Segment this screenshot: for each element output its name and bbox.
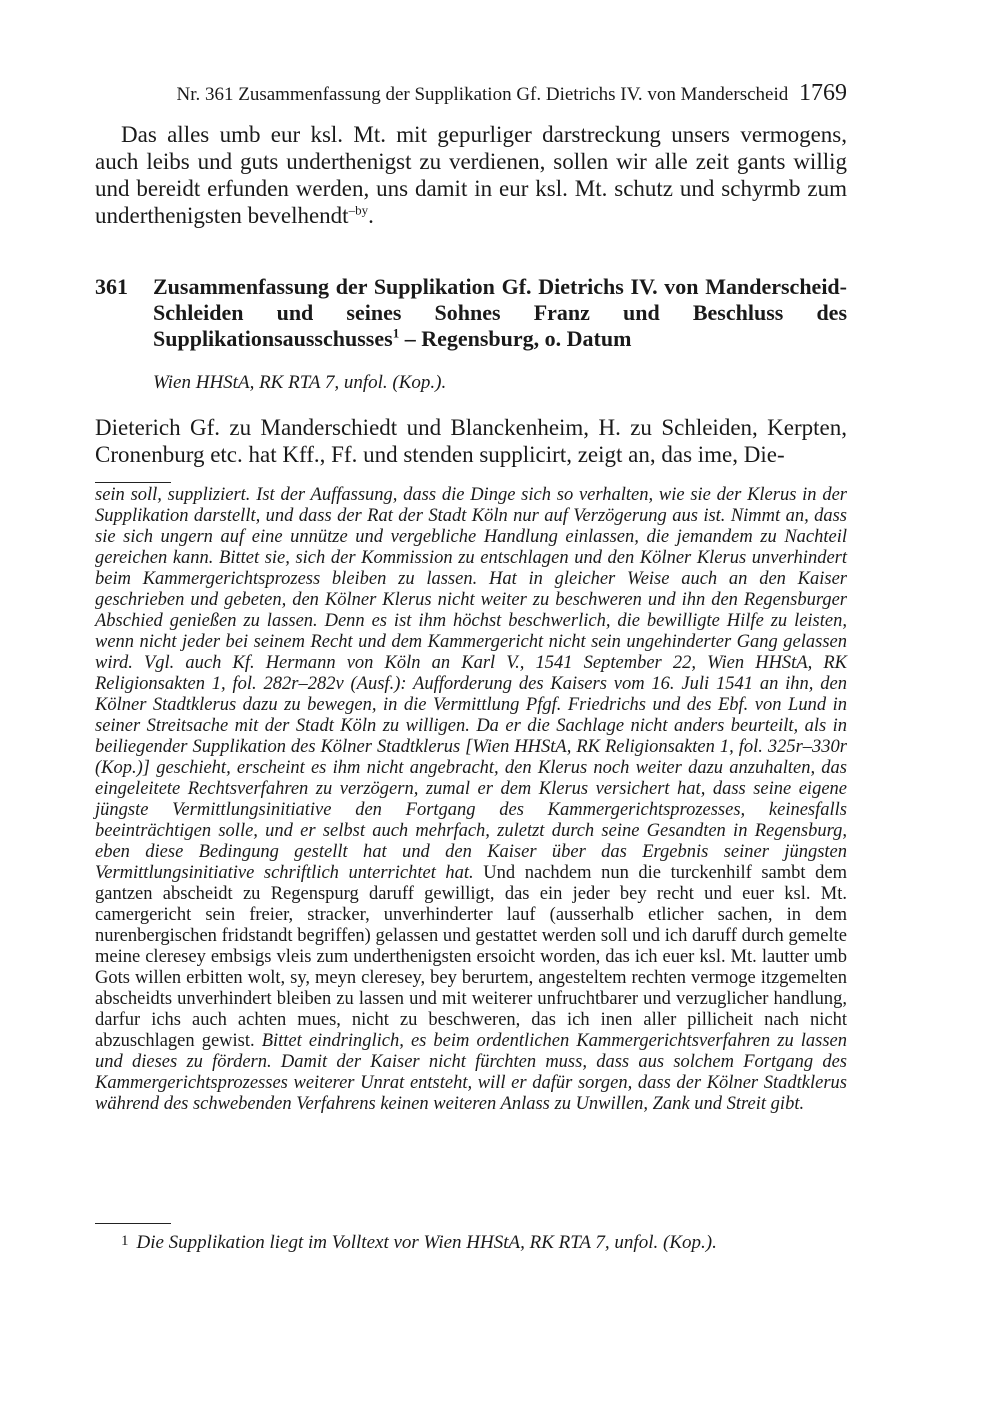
intro-variant-mark: –by bbox=[348, 202, 369, 218]
apparatus-quote: Und nachdem nun die turckenhilf sambt dem gantzen abscheidt zu Regenspurg daruff gewilligt, das ein jeder bey recht und euer ksl. Mt. camergericht sein freier, stracker, unverhinderter lauf (ausserhalb etlicher sachen, in dem nurenbergischen fridstandt begriffen) gelassen und gestattet werden soll und ich daruff durch gemelte meine cleresey embsigs vleis zum underthenigsten ersoicht worden, das ich euer ksl. Mt. lautter umb Gots willen erbitten wolt, sy, meyn cleresey, bey berurtem, angesteltem rechten vermoge itzgemelten abscheidts unverhindert bleiben zu lassen und mit weiterer unfruchtbarer und verzuglicher handlung, darfur ichs auch achten mues, nicht zu beschweren, das ich inen aller pillicheit nach nicht abzuschlagen gewist. bbox=[95, 863, 847, 1051]
intro-text: Das alles umb eur ksl. Mt. mit gepurliger darstreckung unsers vermogens, auch leibs und guts underthenigst zu verdienen, sollen wir alle zeit gants willig und bereidt erfunden werden, uns damit in eur ksl. Mt. schutz und schyrmb zum underthenigsten bevelhendt bbox=[95, 122, 847, 228]
document-heading bbox=[95, 274, 847, 352]
apparatus-divider bbox=[95, 482, 171, 483]
source-citation: Wien HHStA, RK RTA 7, unfol. (Kop.). bbox=[153, 372, 447, 393]
document-title bbox=[153, 274, 847, 352]
critical-apparatus bbox=[95, 485, 847, 1115]
document-title-place-date: – Regensburg, o. Datum bbox=[399, 326, 632, 351]
footnote-mark: 1 bbox=[121, 1233, 129, 1249]
intro-tail: . bbox=[368, 203, 374, 228]
footnote-text: Die Supplikation liegt im Volltext vor Wien HHStA, RK RTA 7, unfol. (Kop.). bbox=[136, 1232, 717, 1253]
apparatus-summary-2: Bittet eindringlich, es beim ordentlichen Kammergerichtsverfahren zu lassen und dieses zu fördern. Damit der Kaiser nicht fürchten muss, dass aus solchem Fortgang des Kammergerichtsprozesses weiterer Unrat entsteht, will er dafür sorgen, dass der Kölner Stadtklerus während des schwebenden Verfahrens keinen weiteren Anlass zu Unwillen, Zank und Streit gibt. bbox=[95, 1031, 848, 1114]
document-title-main: Zusammenfassung der Supplikation Gf. Dietrichs IV. von Manderscheid-Schleiden und seines Sohnes Franz und Beschluss des Supplikationsausschusses bbox=[153, 274, 847, 351]
apparatus-summary-1: sein soll, suppliziert. Ist der Auffassung, dass die Dinge sich so verhalten, wie sie der Klerus in der Supplikation darstellt, und dass der Rat der Stadt Köln nur auf Verzögerung aus ist. Nimmt an, dass sie sich ungern auf eine unnütze und vergebliche Handlung einlassen, die jemandem zu Nachteil gereichen kann. Bittet sie, sich der Kommission zu entschlagen und den Kölner Klerus unverhindert beim Kammergerichtsprozess bleiben zu lassen. Hat in gleicher Weise auch an den Kaiser geschrieben und gebeten, den Kölner Klerus nicht weiter zu beschweren und ihn den Regensburger Abschied genießen zu lassen. Denn es ist ihm höchst beschwerlich, die bewilligte Hilfe zu leisten, wenn nicht jeder bei seinem Recht und dem Kammergericht nicht sein ungehinderter Gang gelassen wird. Vgl. auch Kf. Hermann von Köln an Karl V., 1541 September 22, Wien HHStA, RK Religionsakten 1, fol. 282r–282v (Ausf.): Aufforderung des Kaisers vom 16. Juli 1541 an ihn, den Kölner Stadtklerus dazu zu bewegen, in die Vermittlung Pfgf. Friedrichs und des Ebf. von Lund in seiner Streitsache mit der Stadt Köln zu willigen. Da er die Sachlage nicht anders beurteilt, als in beiliegender Supplikation des Kölner Stadtklerus [Wien HHStA, RK Religionsakten 1, fol. 325r–330r (Kop.)] geschieht, erscheint es ihm nicht angebracht, den Klerus noch weiter dazu anzuhalten, das eingeleitete Rechtsverfahren zu verzögern, zumal er dem Klerus versichert hat, dass seine eigene jüngste Vermittlungsinitiative den Fortgang des Kammergerichtsprozesses, keinesfalls beeinträchtigen solle, und er selbst auch mehrfach, zuletzt durch seine Gesandten in Regensburg, eben diese Bedingung gestellt hat und den Kaiser über das Ergebnis seiner jüngsten Vermittlungsinitiative schriftlich unterrichtet hat. bbox=[95, 485, 847, 883]
running-title: Nr. 361 Zusammenfassung der Supplikation Gf. Dietrichs IV. von Manderscheid bbox=[176, 84, 789, 105]
document-number: 361 bbox=[95, 274, 128, 299]
page-number: 1769 bbox=[799, 80, 847, 106]
intro-paragraph bbox=[95, 121, 847, 229]
footnote-divider bbox=[95, 1223, 171, 1224]
footnote-1 bbox=[121, 1230, 847, 1254]
main-text: Dieterich Gf. zu Manderschiedt und Blanckenheim, H. zu Schleiden, Kerpten, Cronenburg etc. hat Kff., Ff. und stenden supplicirt, zeigt an, das ime, Die- bbox=[95, 415, 847, 467]
footnote-ref-1: 1 bbox=[392, 325, 400, 341]
running-header bbox=[95, 80, 847, 107]
